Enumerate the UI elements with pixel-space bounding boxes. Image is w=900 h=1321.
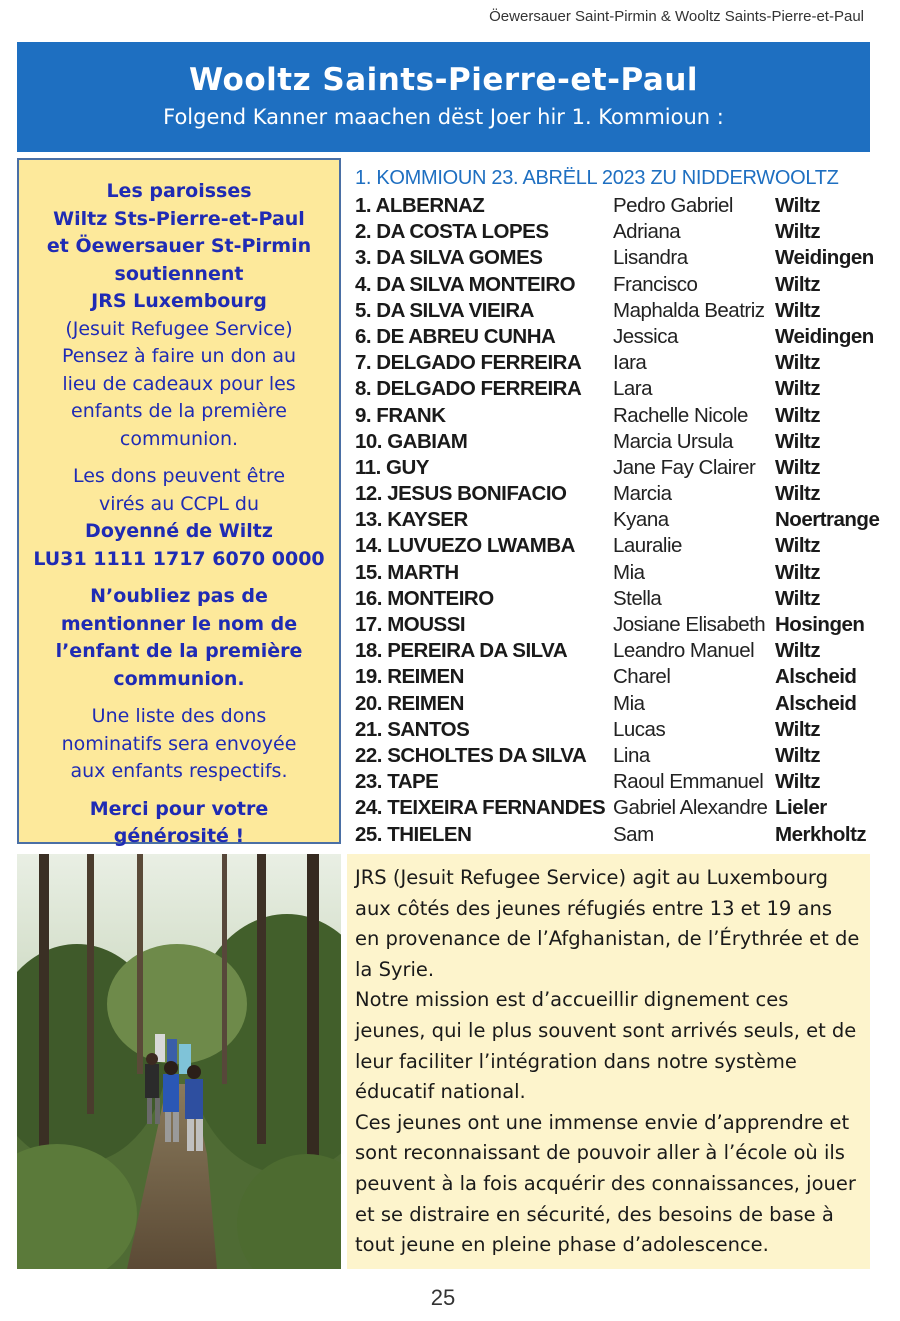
donation-line: Wiltz Sts-Pierre-et-Paul bbox=[53, 207, 305, 230]
child-town: Wiltz bbox=[775, 298, 821, 322]
child-surname: 14. LUVUEZO LWAMBA bbox=[355, 534, 575, 558]
donation-line: Les dons peuvent être bbox=[72, 465, 286, 487]
child-first-name: Sam bbox=[613, 822, 654, 846]
child-first-name: Jane Fay Clairer bbox=[613, 455, 756, 479]
child-town: Wiltz bbox=[775, 717, 821, 741]
child-town: Hosingen bbox=[775, 613, 865, 636]
child-town: Wiltz bbox=[775, 743, 821, 767]
donation-line: (Jesuit Refugee Service) bbox=[65, 317, 293, 340]
list-item bbox=[355, 481, 885, 507]
child-first-name: Adriana bbox=[613, 220, 681, 244]
child-town: Wiltz bbox=[775, 272, 821, 296]
info-paragraph: JRS (Jesuit Refugee Service) agit au Luxembourg aux côtés des jeunes réfugiés entre 13 et 19 ans en provenance de l’Afghanistan, de l’Érythrée et de la Syrie. bbox=[355, 866, 860, 981]
donation-line: soutiennent bbox=[114, 262, 244, 285]
child-first-name: Leandro Manuel bbox=[613, 639, 755, 663]
child-surname: 2. DA COSTA LOPES bbox=[355, 220, 549, 244]
child-town: Weidingen bbox=[775, 324, 874, 348]
child-surname: 16. MONTEIRO bbox=[355, 586, 494, 610]
child-surname: 25. THIELEN bbox=[355, 822, 472, 846]
donation-appeal-box bbox=[17, 158, 341, 847]
donation-line: Doyenné de Wiltz bbox=[85, 520, 273, 542]
list-item bbox=[355, 769, 885, 795]
child-first-name: Jessica bbox=[613, 324, 678, 348]
communion-list-heading: 1. KOMMIOUN 23. ABRËLL 2023 ZU NIDDERWOOLTZ bbox=[355, 167, 839, 189]
child-first-name: Lisandra bbox=[613, 246, 688, 270]
child-first-name: Raoul Emmanuel bbox=[613, 770, 764, 794]
title-banner bbox=[17, 42, 870, 152]
child-surname: 23. TAPE bbox=[355, 770, 439, 794]
jrs-info-box bbox=[347, 854, 870, 1269]
iban: LU31 1111 1717 6070 0000 bbox=[33, 547, 325, 570]
child-surname: 11. GUY bbox=[355, 455, 429, 479]
child-town: Alscheid bbox=[775, 691, 857, 715]
child-surname: 12. JESUS BONIFACIO bbox=[355, 482, 567, 506]
info-paragraph: Ces jeunes ont une immense envie d’apprendre et sont reconnaissant de pouvoir aller à l’école où ils peuvent à la fois acquérir des connaissances, jouer et se distraire en sécurité, des besoins de base à tout jeune en pleine phase d’adolescence. bbox=[355, 1110, 856, 1257]
child-town: Wiltz bbox=[775, 534, 821, 558]
child-town: Lieler bbox=[775, 796, 827, 820]
child-surname: 8. DELGADO FERREIRA bbox=[355, 377, 582, 401]
donation-line: enfants de la première bbox=[71, 400, 287, 422]
child-town: Wiltz bbox=[775, 455, 821, 479]
donation-line: et Öewersauer St-Pirmin bbox=[46, 235, 312, 257]
donation-line: générosité ! bbox=[113, 825, 245, 847]
list-item bbox=[355, 717, 885, 743]
child-first-name: Lauralie bbox=[613, 534, 682, 558]
child-surname: 20. REIMEN bbox=[355, 691, 464, 715]
child-first-name: Pedro Gabriel bbox=[613, 194, 733, 217]
child-town: Weidingen bbox=[775, 246, 874, 270]
child-first-name: Maphalda Beatriz bbox=[613, 298, 765, 322]
child-surname: 24. TEIXEIRA FERNANDES bbox=[355, 796, 606, 820]
donation-line: Pensez à faire un don au bbox=[61, 345, 297, 367]
donation-line: JRS Luxembourg bbox=[91, 290, 267, 312]
donation-line: N’oubliez pas de bbox=[90, 585, 268, 607]
list-item bbox=[355, 560, 885, 586]
child-first-name: Charel bbox=[613, 665, 671, 689]
donation-line: communion. bbox=[113, 667, 245, 690]
donation-line: mentionner le nom de bbox=[60, 612, 298, 635]
list-item bbox=[355, 822, 885, 848]
donation-line: nominatifs sera envoyée bbox=[61, 732, 297, 755]
list-item bbox=[355, 507, 885, 533]
child-first-name: Lara bbox=[613, 377, 653, 401]
child-first-name: Marcia bbox=[613, 482, 672, 506]
child-town: Wiltz bbox=[775, 586, 821, 610]
donation-line: lieu de cadeaux pour les bbox=[62, 372, 296, 395]
child-first-name: Josiane Elisabeth bbox=[613, 613, 766, 636]
child-surname: 3. DA SILVA GOMES bbox=[355, 246, 543, 270]
donation-line: Une liste des dons bbox=[91, 705, 267, 727]
child-surname: 4. DA SILVA MONTEIRO bbox=[355, 272, 576, 296]
list-item bbox=[355, 691, 885, 717]
list-item bbox=[355, 298, 885, 324]
list-item bbox=[355, 219, 885, 245]
child-town: Wiltz bbox=[775, 429, 821, 453]
list-item bbox=[355, 272, 885, 298]
child-town: Wiltz bbox=[775, 403, 821, 427]
running-header: Öewersauer Saint-Pirmin & Wooltz Saints-Pierre-et-Paul bbox=[489, 8, 864, 25]
list-item bbox=[355, 324, 885, 350]
child-town: Alscheid bbox=[775, 665, 857, 689]
child-town: Wiltz bbox=[775, 639, 821, 663]
page-number: 25 bbox=[430, 1285, 456, 1310]
list-item bbox=[355, 586, 885, 612]
child-surname: 6. DE ABREU CUNHA bbox=[355, 324, 556, 348]
child-town: Wiltz bbox=[775, 560, 821, 584]
donation-line: communion. bbox=[119, 427, 239, 450]
list-item bbox=[355, 664, 885, 690]
donation-line: virés au CCPL du bbox=[99, 492, 259, 515]
child-surname: 13. KAYSER bbox=[355, 508, 468, 532]
list-item bbox=[355, 245, 885, 271]
list-item bbox=[355, 376, 885, 402]
child-first-name: Iara bbox=[613, 351, 647, 375]
child-town: Wiltz bbox=[775, 482, 821, 506]
list-item bbox=[355, 533, 885, 559]
child-surname: 15. MARTH bbox=[355, 560, 459, 584]
donation-line: Merci pour votre bbox=[89, 797, 269, 820]
child-surname: 9. FRANK bbox=[355, 403, 446, 427]
child-first-name: Francisco bbox=[613, 272, 698, 296]
child-town: Merkholtz bbox=[775, 822, 867, 846]
child-surname: 22. SCHOLTES DA SILVA bbox=[355, 743, 587, 767]
list-item bbox=[355, 638, 885, 664]
child-first-name: Kyana bbox=[613, 508, 669, 532]
child-town: Wiltz bbox=[775, 770, 821, 794]
list-item bbox=[355, 403, 885, 429]
list-item bbox=[355, 743, 885, 769]
child-surname: 18. PEREIRA DA SILVA bbox=[355, 639, 568, 663]
child-town: Wiltz bbox=[775, 377, 821, 401]
forest-path-image bbox=[17, 854, 341, 1269]
child-town: Noertrange bbox=[775, 508, 880, 532]
child-first-name: Marcia Ursula bbox=[613, 429, 733, 453]
child-surname: 7. DELGADO FERREIRA bbox=[355, 351, 582, 375]
child-surname: 10. GABIAM bbox=[355, 429, 468, 453]
donation-line: Les paroisses bbox=[106, 180, 252, 202]
communion-children-list bbox=[355, 193, 885, 848]
list-item bbox=[355, 612, 885, 638]
child-surname: 1. ALBERNAZ bbox=[355, 194, 485, 217]
list-item bbox=[355, 350, 885, 376]
child-first-name: Stella bbox=[613, 586, 662, 610]
list-item bbox=[355, 795, 885, 821]
child-first-name: Lina bbox=[613, 743, 650, 767]
child-first-name: Lucas bbox=[613, 717, 666, 741]
page-subtitle: Folgend Kanner maachen dëst Joer hir 1. Kommioun : bbox=[163, 105, 724, 129]
donation-line: aux enfants respectifs. bbox=[70, 760, 288, 782]
list-item bbox=[355, 429, 885, 455]
child-surname: 17. MOUSSI bbox=[355, 613, 466, 636]
child-surname: 5. DA SILVA VIEIRA bbox=[355, 298, 534, 322]
donation-line: l’enfant de la première bbox=[55, 640, 303, 662]
child-first-name: Rachelle Nicole bbox=[613, 403, 748, 427]
child-town: Wiltz bbox=[775, 194, 821, 217]
info-paragraph: Notre mission est d’accueillir dignement ces jeunes, qui le plus souvent sont arrivés seuls, et de leur faciliter l’intégration dans notre système éducatif national. bbox=[355, 988, 857, 1104]
child-town: Wiltz bbox=[775, 351, 821, 375]
child-surname: 21. SANTOS bbox=[355, 717, 470, 741]
page-title: Wooltz Saints-Pierre-et-Paul bbox=[188, 62, 699, 98]
child-first-name: Mia bbox=[613, 560, 645, 584]
child-surname: 19. REIMEN bbox=[355, 665, 464, 689]
child-first-name: Gabriel Alexandre bbox=[613, 796, 768, 820]
hiking-group-photo bbox=[17, 854, 341, 1269]
list-item bbox=[355, 193, 885, 219]
child-first-name: Mia bbox=[613, 691, 645, 715]
child-town: Wiltz bbox=[775, 220, 821, 244]
list-item bbox=[355, 455, 885, 481]
